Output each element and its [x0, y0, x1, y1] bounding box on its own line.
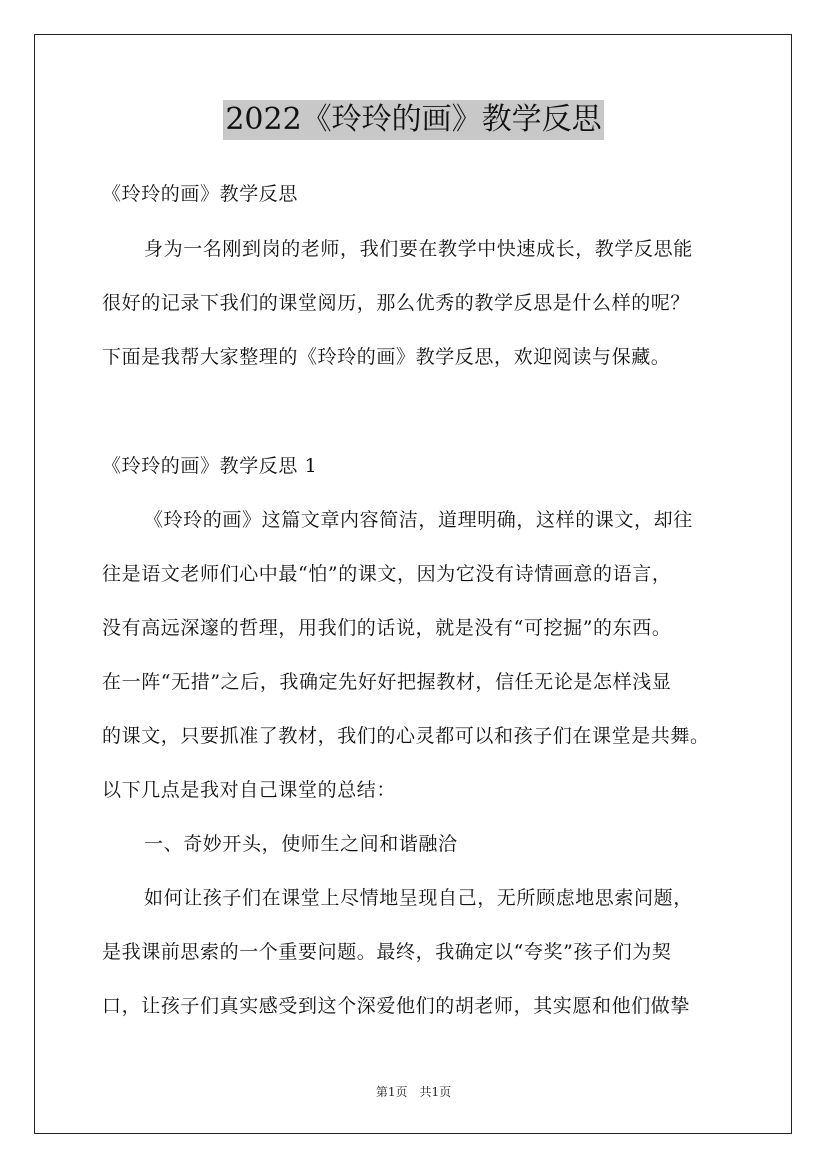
document-title: 2022《玲玲的画》教学反思: [223, 100, 603, 140]
section-heading: 《玲玲的画》教学反思 1: [102, 455, 318, 477]
paragraph-line: 口，让孩子们真实感受到这个深爱他们的胡老师，其实愿和他们做挚: [102, 995, 691, 1017]
paragraph-line: 身为一名刚到岗的老师，我们要在教学中快速成长，教学反思能: [144, 238, 693, 260]
point-heading: 一、奇妙开头，使师生之间和谐融洽: [144, 833, 458, 855]
paragraph-line: 在一阵“无措”之后，我确定先好好把握教材，信任无论是怎样浅显: [102, 671, 672, 693]
paragraph-line: 如何让孩子们在课堂上尽情地呈现自己，无所顾虑地思索问题，: [144, 887, 693, 909]
subheading: 《玲玲的画》教学反思: [102, 183, 299, 205]
paragraph-line: 没有高远深邃的哲理，用我们的话说，就是没有“可挖掘”的东西。: [102, 617, 672, 639]
paragraph-line: 以下几点是我对自己课堂的总结：: [102, 779, 397, 801]
title-container: [0, 100, 827, 140]
paragraph-line: 往是语文老师们心中最“怕”的课文，因为它没有诗情画意的语言，: [102, 563, 672, 585]
paragraph-line: 《玲玲的画》这篇文章内容简洁，道理明确，这样的课文，却往: [144, 509, 693, 531]
paragraph-line: 是我课前思索的一个重要问题。最终，我确定以“夸奖”孩子们为契: [102, 941, 672, 963]
paragraph-line: 很好的记录下我们的课堂阅历，那么优秀的教学反思是什么样的呢？: [102, 292, 691, 314]
paragraph-line: 下面是我帮大家整理的《玲玲的画》教学反思，欢迎阅读与保藏。: [102, 346, 671, 368]
page-footer: 第1页 共1页: [375, 1085, 452, 1099]
paragraph-line: 的课文，只要抓准了教材，我们的心灵都可以和孩子们在课堂是共舞。: [102, 725, 710, 747]
